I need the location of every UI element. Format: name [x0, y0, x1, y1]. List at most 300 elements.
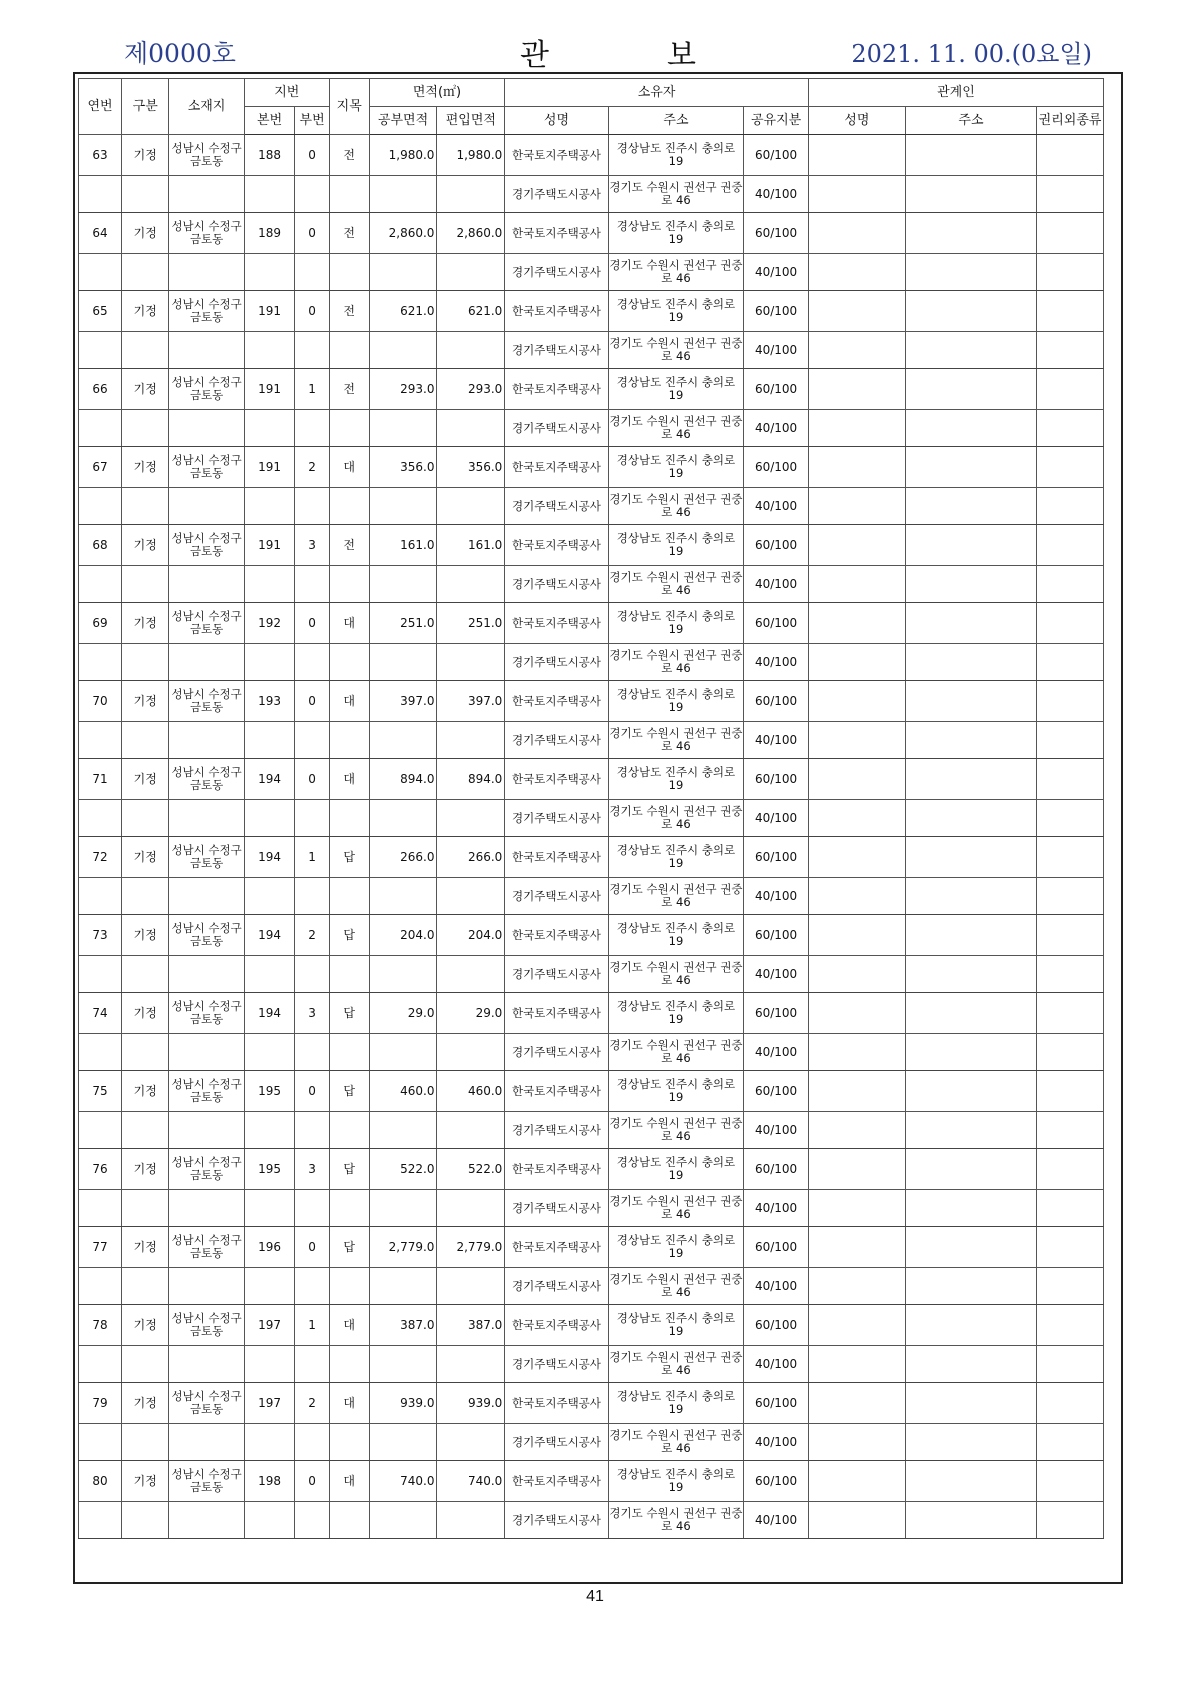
- cell-related-address: [905, 837, 1036, 878]
- cell-area-included: 522.0: [437, 1149, 505, 1190]
- cell-related-address: [905, 1383, 1036, 1424]
- cell-empty: [244, 1190, 295, 1227]
- cell-empty: [79, 956, 122, 993]
- cell-lot-sub: 0: [295, 1071, 329, 1112]
- cell-owner-address: 경기도 수원시 권선구 권중로 46: [608, 176, 744, 213]
- cell-lot-main: 197: [244, 1383, 295, 1424]
- cell-owner-name: 한국토지주택공사: [505, 759, 608, 800]
- cell-empty: [437, 1190, 505, 1227]
- cell-related-right: [1037, 566, 1104, 603]
- cell-area-official: 894.0: [369, 759, 437, 800]
- cell-area-included: 204.0: [437, 915, 505, 956]
- cell-owner-share: 60/100: [744, 603, 809, 644]
- cell-owner-address: 경상남도 진주시 충의로 19: [608, 135, 744, 176]
- cell-empty: [369, 176, 437, 213]
- cell-empty: [369, 1112, 437, 1149]
- cell-lot-main: 194: [244, 759, 295, 800]
- cell-owner-share: 60/100: [744, 135, 809, 176]
- cell-empty: [369, 410, 437, 447]
- cell-owner-share: 60/100: [744, 1305, 809, 1346]
- cell-area-official: 29.0: [369, 993, 437, 1034]
- cell-empty: [369, 1346, 437, 1383]
- cell-related-right: [1037, 837, 1104, 878]
- cell-area-official: 161.0: [369, 525, 437, 566]
- cell-empty: [122, 566, 169, 603]
- cell-owner-address: 경상남도 진주시 충의로 19: [608, 837, 744, 878]
- table-row: [79, 1346, 1104, 1383]
- cell-empty: [169, 1190, 244, 1227]
- cell-related-right: [1037, 176, 1104, 213]
- cell-empty: [295, 722, 329, 759]
- cell-empty: [295, 800, 329, 837]
- cell-empty: [79, 722, 122, 759]
- cell-owner-name: 한국토지주택공사: [505, 837, 608, 878]
- cell-related-address: [905, 176, 1036, 213]
- cell-serial: 66: [79, 369, 122, 410]
- header-row-1: [79, 79, 1104, 107]
- cell-related-name: [808, 878, 905, 915]
- cell-empty: [122, 956, 169, 993]
- cell-related-name: [808, 213, 905, 254]
- cell-empty: [369, 878, 437, 915]
- cell-related-address: [905, 915, 1036, 956]
- col-lot: 지번: [244, 79, 329, 107]
- cell-land-type: 답: [329, 837, 369, 878]
- cell-owner-share: 40/100: [744, 878, 809, 915]
- cell-owner-name: 한국토지주택공사: [505, 1383, 608, 1424]
- cell-related-name: [808, 1424, 905, 1461]
- table-row: [79, 603, 1104, 644]
- cell-location: 성남시 수정구 금토동: [169, 759, 244, 800]
- cell-area-official: 251.0: [369, 603, 437, 644]
- cell-related-right: [1037, 213, 1104, 254]
- cell-land-type: 대: [329, 1305, 369, 1346]
- cell-empty: [79, 644, 122, 681]
- cell-owner-address: 경상남도 진주시 충의로 19: [608, 1383, 744, 1424]
- cell-owner-name: 경기주택도시공사: [505, 722, 608, 759]
- cell-serial: 76: [79, 1149, 122, 1190]
- table-row: [79, 1034, 1104, 1071]
- cell-owner-address: 경기도 수원시 권선구 권중로 46: [608, 722, 744, 759]
- cell-empty: [329, 800, 369, 837]
- cell-land-type: 전: [329, 135, 369, 176]
- cell-related-name: [808, 254, 905, 291]
- col-owner-name: 성명: [505, 107, 608, 135]
- cell-owner-share: 60/100: [744, 525, 809, 566]
- cell-owner-name: 경기주택도시공사: [505, 488, 608, 525]
- cell-location: 성남시 수정구 금토동: [169, 213, 244, 254]
- cell-related-address: [905, 644, 1036, 681]
- cell-related-right: [1037, 681, 1104, 722]
- cell-location: 성남시 수정구 금토동: [169, 1305, 244, 1346]
- cell-lot-sub: 2: [295, 447, 329, 488]
- col-owner-address: 주소: [608, 107, 744, 135]
- col-area-included: 편입면적: [437, 107, 505, 135]
- cell-related-address: [905, 566, 1036, 603]
- cell-owner-address: 경기도 수원시 권선구 권중로 46: [608, 644, 744, 681]
- cell-empty: [244, 1502, 295, 1539]
- cell-related-address: [905, 878, 1036, 915]
- cell-related-name: [808, 447, 905, 488]
- cell-owner-address: 경기도 수원시 권선구 권중로 46: [608, 332, 744, 369]
- cell-related-address: [905, 1034, 1036, 1071]
- cell-empty: [437, 1034, 505, 1071]
- cell-area-included: 29.0: [437, 993, 505, 1034]
- cell-owner-name: 한국토지주택공사: [505, 1305, 608, 1346]
- cell-empty: [437, 878, 505, 915]
- cell-owner-share: 60/100: [744, 837, 809, 878]
- cell-owner-share: 40/100: [744, 644, 809, 681]
- cell-location: 성남시 수정구 금토동: [169, 1071, 244, 1112]
- cell-area-included: 161.0: [437, 525, 505, 566]
- cell-owner-share: 40/100: [744, 956, 809, 993]
- cell-empty: [369, 800, 437, 837]
- cell-owner-name: 한국토지주택공사: [505, 291, 608, 332]
- cell-related-name: [808, 1149, 905, 1190]
- table-row: [79, 993, 1104, 1034]
- cell-location: 성남시 수정구 금토동: [169, 915, 244, 956]
- cell-owner-address: 경기도 수원시 권선구 권중로 46: [608, 1502, 744, 1539]
- cell-related-right: [1037, 722, 1104, 759]
- cell-empty: [79, 1424, 122, 1461]
- cell-location: 성남시 수정구 금토동: [169, 681, 244, 722]
- col-category: 구분: [122, 79, 169, 135]
- cell-lot-main: 194: [244, 837, 295, 878]
- cell-related-name: [808, 759, 905, 800]
- cell-related-name: [808, 1305, 905, 1346]
- cell-related-right: [1037, 1502, 1104, 1539]
- cell-empty: [169, 1268, 244, 1305]
- cell-area-official: 204.0: [369, 915, 437, 956]
- cell-lot-main: 197: [244, 1305, 295, 1346]
- cell-empty: [329, 1424, 369, 1461]
- cell-lot-main: 193: [244, 681, 295, 722]
- cell-land-type: 답: [329, 1071, 369, 1112]
- cell-area-included: 251.0: [437, 603, 505, 644]
- cell-related-name: [808, 369, 905, 410]
- cell-owner-name: 한국토지주택공사: [505, 993, 608, 1034]
- cell-empty: [244, 1112, 295, 1149]
- col-land-type: 지목: [329, 79, 369, 135]
- cell-owner-name: 한국토지주택공사: [505, 213, 608, 254]
- cell-serial: 71: [79, 759, 122, 800]
- cell-serial: 74: [79, 993, 122, 1034]
- cell-land-type: 대: [329, 447, 369, 488]
- cell-related-right: [1037, 1346, 1104, 1383]
- cell-serial: 75: [79, 1071, 122, 1112]
- cell-owner-name: 한국토지주택공사: [505, 447, 608, 488]
- cell-empty: [169, 1502, 244, 1539]
- cell-area-official: 387.0: [369, 1305, 437, 1346]
- table-row: [79, 759, 1104, 800]
- cell-related-name: [808, 800, 905, 837]
- cell-empty: [295, 956, 329, 993]
- table-row: [79, 1502, 1104, 1539]
- cell-related-name: [808, 603, 905, 644]
- cell-empty: [79, 878, 122, 915]
- cell-empty: [79, 410, 122, 447]
- cell-serial: 67: [79, 447, 122, 488]
- cell-owner-name: 한국토지주택공사: [505, 1461, 608, 1502]
- cell-owner-share: 40/100: [744, 566, 809, 603]
- cell-empty: [329, 644, 369, 681]
- table-row: [79, 1461, 1104, 1502]
- table-row: [79, 332, 1104, 369]
- cell-related-right: [1037, 1071, 1104, 1112]
- cell-empty: [169, 722, 244, 759]
- cell-related-name: [808, 993, 905, 1034]
- cell-empty: [169, 1034, 244, 1071]
- cell-owner-name: 한국토지주택공사: [505, 525, 608, 566]
- cell-empty: [437, 722, 505, 759]
- cell-empty: [295, 1502, 329, 1539]
- cell-owner-share: 40/100: [744, 722, 809, 759]
- cell-lot-main: 191: [244, 369, 295, 410]
- cell-area-included: 293.0: [437, 369, 505, 410]
- cell-empty: [244, 878, 295, 915]
- cell-empty: [79, 176, 122, 213]
- cell-area-official: 740.0: [369, 1461, 437, 1502]
- cell-empty: [329, 410, 369, 447]
- cell-owner-address: 경기도 수원시 권선구 권중로 46: [608, 254, 744, 291]
- cell-related-name: [808, 956, 905, 993]
- cell-empty: [122, 1502, 169, 1539]
- cell-owner-name: 경기주택도시공사: [505, 956, 608, 993]
- cell-empty: [122, 1424, 169, 1461]
- cell-related-right: [1037, 800, 1104, 837]
- cell-lot-sub: 3: [295, 1149, 329, 1190]
- cell-empty: [79, 1112, 122, 1149]
- cell-related-address: [905, 447, 1036, 488]
- cell-lot-sub: 0: [295, 681, 329, 722]
- page-number: 41: [586, 1588, 604, 1605]
- cell-related-name: [808, 1190, 905, 1227]
- cell-related-right: [1037, 1305, 1104, 1346]
- cell-lot-main: 195: [244, 1071, 295, 1112]
- cell-related-name: [808, 1034, 905, 1071]
- cell-empty: [79, 1190, 122, 1227]
- cell-owner-address: 경상남도 진주시 충의로 19: [608, 525, 744, 566]
- table-row: [79, 1190, 1104, 1227]
- cell-owner-share: 60/100: [744, 369, 809, 410]
- cell-area-included: 740.0: [437, 1461, 505, 1502]
- cell-empty: [369, 1268, 437, 1305]
- cell-owner-name: 한국토지주택공사: [505, 1149, 608, 1190]
- cell-category: 기정: [122, 1383, 169, 1424]
- cell-lot-sub: 0: [295, 135, 329, 176]
- cell-related-address: [905, 1112, 1036, 1149]
- cell-area-official: 1,980.0: [369, 135, 437, 176]
- cell-area-included: 2,860.0: [437, 213, 505, 254]
- cell-owner-address: 경기도 수원시 권선구 권중로 46: [608, 410, 744, 447]
- cell-related-address: [905, 1268, 1036, 1305]
- issue-number: 제0000호: [124, 39, 236, 68]
- cell-owner-share: 40/100: [744, 1346, 809, 1383]
- cell-related-address: [905, 410, 1036, 447]
- cell-empty: [329, 254, 369, 291]
- cell-area-official: 356.0: [369, 447, 437, 488]
- cell-area-official: 266.0: [369, 837, 437, 878]
- cell-empty: [437, 1112, 505, 1149]
- cell-land-type: 답: [329, 993, 369, 1034]
- cell-category: 기정: [122, 1461, 169, 1502]
- cell-owner-share: 60/100: [744, 1227, 809, 1268]
- cell-related-right: [1037, 1268, 1104, 1305]
- cell-related-right: [1037, 525, 1104, 566]
- cell-location: 성남시 수정구 금토동: [169, 1149, 244, 1190]
- cell-owner-share: 60/100: [744, 1149, 809, 1190]
- cell-serial: 69: [79, 603, 122, 644]
- cell-empty: [79, 1502, 122, 1539]
- table-row: [79, 410, 1104, 447]
- cell-related-address: [905, 603, 1036, 644]
- cell-related-right: [1037, 1424, 1104, 1461]
- cell-owner-name: 경기주택도시공사: [505, 332, 608, 369]
- cell-location: 성남시 수정구 금토동: [169, 525, 244, 566]
- table-row: [79, 1149, 1104, 1190]
- cell-related-name: [808, 1346, 905, 1383]
- table-row: [79, 722, 1104, 759]
- cell-owner-share: 40/100: [744, 1268, 809, 1305]
- cell-related-address: [905, 956, 1036, 993]
- cell-empty: [244, 488, 295, 525]
- cell-owner-share: 40/100: [744, 332, 809, 369]
- cell-empty: [122, 800, 169, 837]
- cell-empty: [295, 332, 329, 369]
- cell-empty: [244, 1424, 295, 1461]
- cell-empty: [244, 800, 295, 837]
- cell-land-type: 전: [329, 291, 369, 332]
- cell-location: 성남시 수정구 금토동: [169, 993, 244, 1034]
- cell-owner-name: 경기주택도시공사: [505, 1190, 608, 1227]
- cell-related-address: [905, 722, 1036, 759]
- cell-empty: [369, 254, 437, 291]
- cell-empty: [437, 254, 505, 291]
- cell-category: 기정: [122, 213, 169, 254]
- cell-related-name: [808, 915, 905, 956]
- table-row: [79, 1383, 1104, 1424]
- cell-related-right: [1037, 956, 1104, 993]
- cell-lot-sub: 0: [295, 213, 329, 254]
- table-row: [79, 1227, 1104, 1268]
- cell-owner-share: 60/100: [744, 681, 809, 722]
- cell-owner-share: 40/100: [744, 800, 809, 837]
- cell-serial: 70: [79, 681, 122, 722]
- cell-lot-sub: 1: [295, 837, 329, 878]
- cell-empty: [329, 566, 369, 603]
- page-header: [0, 34, 1190, 74]
- cell-empty: [369, 1424, 437, 1461]
- cell-related-address: [905, 291, 1036, 332]
- cell-related-right: [1037, 1383, 1104, 1424]
- cell-empty: [244, 956, 295, 993]
- cell-empty: [369, 722, 437, 759]
- cell-empty: [329, 1346, 369, 1383]
- cell-owner-name: 경기주택도시공사: [505, 1034, 608, 1071]
- cell-empty: [169, 566, 244, 603]
- cell-owner-address: 경상남도 진주시 충의로 19: [608, 447, 744, 488]
- col-related-name: 성명: [808, 107, 905, 135]
- cell-empty: [329, 956, 369, 993]
- cell-owner-address: 경상남도 진주시 충의로 19: [608, 603, 744, 644]
- cell-category: 기정: [122, 603, 169, 644]
- cell-empty: [244, 566, 295, 603]
- cell-category: 기정: [122, 291, 169, 332]
- cell-lot-sub: 0: [295, 291, 329, 332]
- cell-owner-name: 경기주택도시공사: [505, 254, 608, 291]
- cell-category: 기정: [122, 135, 169, 176]
- cell-owner-share: 40/100: [744, 1424, 809, 1461]
- cell-land-type: 전: [329, 369, 369, 410]
- cell-related-right: [1037, 135, 1104, 176]
- cell-category: 기정: [122, 1071, 169, 1112]
- cell-owner-address: 경상남도 진주시 충의로 19: [608, 681, 744, 722]
- cell-owner-address: 경상남도 진주시 충의로 19: [608, 1461, 744, 1502]
- cell-owner-share: 60/100: [744, 915, 809, 956]
- col-lot-sub: 부번: [295, 107, 329, 135]
- cell-related-right: [1037, 488, 1104, 525]
- cell-owner-share: 40/100: [744, 488, 809, 525]
- cell-empty: [122, 644, 169, 681]
- cell-related-right: [1037, 878, 1104, 915]
- cell-empty: [169, 1424, 244, 1461]
- cell-empty: [169, 254, 244, 291]
- cell-category: 기정: [122, 993, 169, 1034]
- cell-related-address: [905, 332, 1036, 369]
- cell-location: 성남시 수정구 금토동: [169, 837, 244, 878]
- cell-empty: [329, 722, 369, 759]
- table-row: [79, 1424, 1104, 1461]
- cell-related-name: [808, 837, 905, 878]
- cell-area-included: 939.0: [437, 1383, 505, 1424]
- cell-lot-sub: 3: [295, 525, 329, 566]
- cell-lot-sub: 0: [295, 1227, 329, 1268]
- cell-empty: [329, 332, 369, 369]
- cell-empty: [437, 176, 505, 213]
- cell-related-address: [905, 759, 1036, 800]
- cell-owner-name: 한국토지주택공사: [505, 915, 608, 956]
- cell-related-name: [808, 135, 905, 176]
- cell-category: 기정: [122, 1227, 169, 1268]
- cell-empty: [369, 956, 437, 993]
- cell-related-address: [905, 1502, 1036, 1539]
- cell-related-name: [808, 1502, 905, 1539]
- cell-category: 기정: [122, 1149, 169, 1190]
- cell-related-name: [808, 291, 905, 332]
- cell-serial: 77: [79, 1227, 122, 1268]
- cell-owner-address: 경상남도 진주시 충의로 19: [608, 369, 744, 410]
- cell-empty: [79, 1346, 122, 1383]
- cell-empty: [122, 1190, 169, 1227]
- cell-area-official: 2,779.0: [369, 1227, 437, 1268]
- cell-empty: [295, 1424, 329, 1461]
- cell-serial: 65: [79, 291, 122, 332]
- cell-related-name: [808, 410, 905, 447]
- cell-empty: [169, 878, 244, 915]
- cell-related-name: [808, 525, 905, 566]
- cell-category: 기정: [122, 447, 169, 488]
- cell-serial: 72: [79, 837, 122, 878]
- cell-owner-address: 경기도 수원시 권선구 권중로 46: [608, 1424, 744, 1461]
- cell-related-right: [1037, 254, 1104, 291]
- cell-serial: 80: [79, 1461, 122, 1502]
- cell-empty: [295, 1346, 329, 1383]
- cell-empty: [295, 254, 329, 291]
- table-row: [79, 681, 1104, 722]
- cell-empty: [295, 1112, 329, 1149]
- col-location: 소재지: [169, 79, 244, 135]
- cell-empty: [295, 176, 329, 213]
